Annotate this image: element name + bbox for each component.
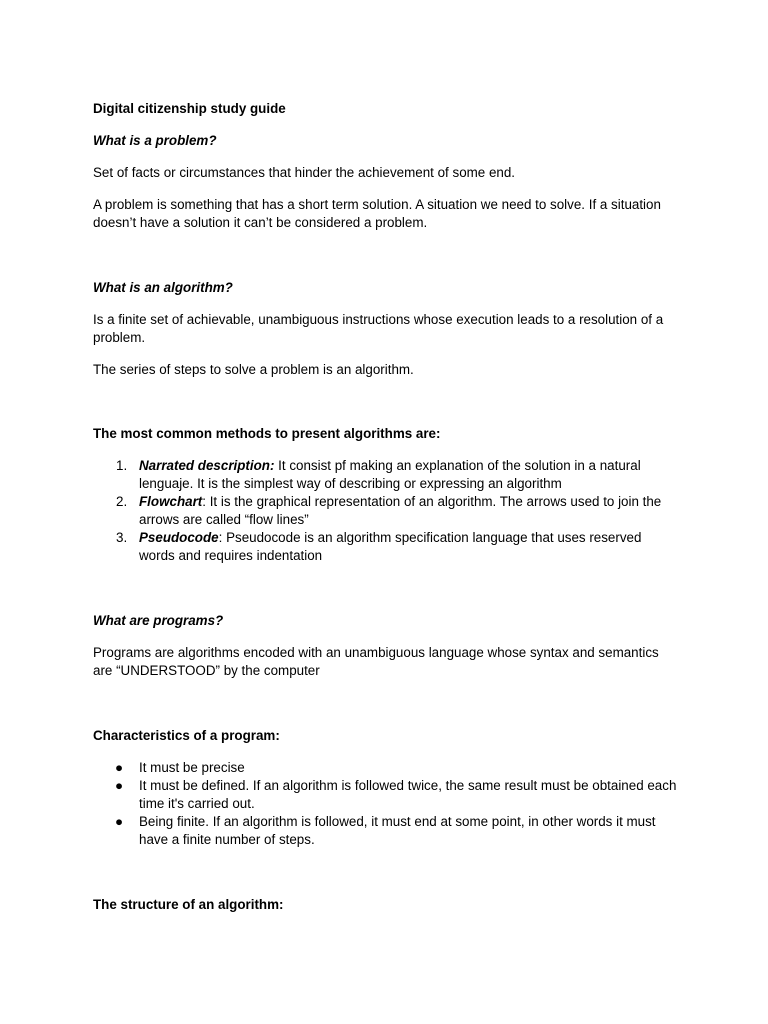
- list-item: [93, 493, 678, 529]
- question-programs: What are programs?: [93, 613, 224, 628]
- problem-description: A problem is something that has a short term solution. A situation we need to solve. If a situation doesn’t have a solution it can’t be considered a problem.: [93, 197, 661, 230]
- question-problem: What is a problem?: [93, 133, 217, 148]
- programs-definition: Programs are algorithms encoded with an unambiguous language whose syntax and semantics are “UNDERSTOOD” by the computer: [93, 645, 659, 678]
- algorithm-definition: Is a finite set of achievable, unambiguous instructions whose execution leads to a resolution of a problem.: [93, 312, 664, 345]
- question-algorithm: What is an algorithm?: [93, 280, 233, 295]
- methods-list: [93, 457, 678, 565]
- bullet-icon: ●: [115, 778, 124, 793]
- list-item: [93, 777, 678, 813]
- list-item-number: 2.: [116, 494, 128, 509]
- problem-definition: Set of facts or circumstances that hinder the achievement of some end.: [93, 165, 516, 180]
- list-item-number: 1.: [116, 458, 128, 473]
- algorithm-description: The series of steps to solve a problem is an algorithm.: [93, 362, 414, 377]
- list-item: [93, 457, 678, 493]
- characteristic-text: It must be defined. If an algorithm is followed twice, the same result must be obtained each time it's carried out.: [139, 778, 677, 811]
- bullet-icon: ●: [115, 760, 124, 775]
- characteristic-text: Being finite. If an algorithm is followed, it must end at some point, in other words it must have a finite number of steps.: [139, 814, 656, 847]
- method-term: Narrated description:: [139, 458, 275, 473]
- bullet-icon: ●: [115, 814, 124, 829]
- document-title: Digital citizenship study guide: [93, 101, 286, 116]
- list-item-number: 3.: [116, 530, 128, 545]
- method-term: Pseudocode: [139, 530, 219, 545]
- list-item: [93, 813, 678, 849]
- characteristics-list: [93, 759, 678, 849]
- method-term: Flowchart: [139, 494, 203, 509]
- methods-heading: The most common methods to present algorithms are:: [93, 426, 441, 441]
- document-page: [93, 100, 678, 914]
- structure-heading: The structure of an algorithm:: [93, 897, 284, 912]
- method-text: : Pseudocode is an algorithm specification language that uses reserved words and requires indentation: [139, 530, 642, 563]
- list-item: [93, 529, 678, 565]
- method-text: It consist pf making an explanation of the solution in a natural lenguaje. It is the simplest way of describing or expressing an algorithm: [139, 458, 641, 491]
- characteristics-heading: Characteristics of a program:: [93, 728, 280, 743]
- characteristic-text: It must be precise: [139, 760, 245, 775]
- list-item: [93, 759, 678, 777]
- method-text: : It is the graphical representation of an algorithm. The arrows used to join the arrows are called “flow lines”: [139, 494, 662, 527]
